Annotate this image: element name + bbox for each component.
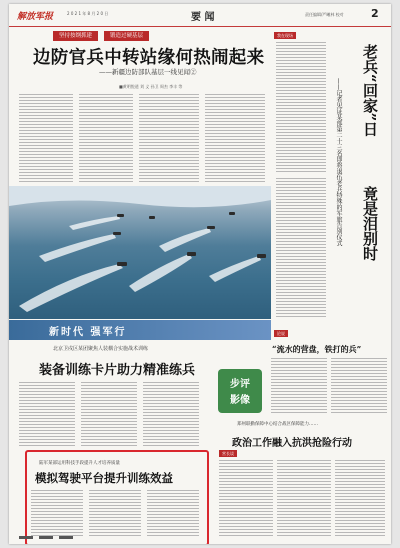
article-text-column <box>143 382 199 446</box>
editor-credits: 责任编辑/严曦林 校对 <box>305 12 344 17</box>
footer-marks <box>19 536 73 539</box>
issue-date: 2 0 2 1 年 8 月 2 0 日 <box>67 11 109 16</box>
article-text-column <box>139 94 199 182</box>
article-text-column <box>31 490 83 536</box>
lead-headline[interactable]: 边防官兵中转站缘何热闹起来 <box>33 48 265 68</box>
lead-byline: ■黄明悦道 刘 义 孙卫 周杰 李丰 等 <box>119 84 183 89</box>
feature-banner <box>9 320 271 340</box>
page-number: 2 <box>371 7 379 20</box>
boats-illustration <box>9 186 271 319</box>
lead-tags <box>53 31 213 41</box>
badge-line1: 步评 <box>230 379 250 390</box>
right-tag: 论说 <box>274 330 288 337</box>
article-text-column <box>277 460 331 538</box>
article-text-column <box>276 42 326 172</box>
article-text-column <box>219 460 273 538</box>
right-headline[interactable]: 政治工作融入抗洪抢险行动 <box>232 438 352 449</box>
article-text-column <box>19 94 73 182</box>
article-text-column <box>19 382 75 446</box>
newspaper-page <box>9 4 391 544</box>
article-text-column <box>79 94 133 182</box>
article-text-column <box>205 94 265 182</box>
quote-headline[interactable]: “流水的营盘，铁打的兵” <box>272 344 362 354</box>
right-column <box>274 28 391 328</box>
article-text-column <box>331 358 387 414</box>
news-photo-boats[interactable] <box>9 186 271 319</box>
article-text-column <box>335 460 385 538</box>
lead-tag: 坚持按纲抓建 <box>53 31 98 41</box>
section-name: 要 闻 <box>191 12 215 23</box>
article-text-column <box>271 358 327 414</box>
masthead <box>9 4 391 27</box>
section2-title[interactable]: 装备训练卡片助力精准练兵 <box>39 363 196 378</box>
right-tag: 我在现场 <box>274 32 296 39</box>
lead-tag: 锻造过硬基层 <box>104 31 149 41</box>
article-text-column <box>81 382 137 446</box>
feature-banner-label: 新时代 强军行 <box>49 327 127 338</box>
vertical-headline-1[interactable]: 老兵“回家”日 <box>361 44 379 137</box>
lead-subhead: ——新疆边防部队基层一线见闻② <box>99 68 197 76</box>
vertical-subhead: ——记者见证某部第二十三名即将退伍老兵特殊的军旅告别仪式 <box>335 78 342 246</box>
section2-kicker: 北京卫戍区某团聚焦人装耦合实施战术训练 <box>53 346 149 352</box>
right-tag: 营长谈 <box>219 450 237 457</box>
badge-icon <box>216 367 264 415</box>
badge-line2: 影像 <box>230 395 250 406</box>
section3-title[interactable]: 模拟驾驶平台提升训练效益 <box>35 471 173 485</box>
right-kicker: 郑州联勤保障中心结合战区保障能力…… <box>237 422 318 427</box>
article-text-column <box>89 490 141 536</box>
photo-badge <box>216 367 264 415</box>
vertical-headline-2[interactable]: 竟是泪别时 <box>361 186 379 261</box>
article-text-column <box>276 178 326 318</box>
article-text-column <box>147 490 199 536</box>
newspaper-logo: 解放军报 <box>17 12 54 22</box>
section3-kicker: 陆军某部运用科技手段提升人才培养质量 <box>39 461 120 466</box>
